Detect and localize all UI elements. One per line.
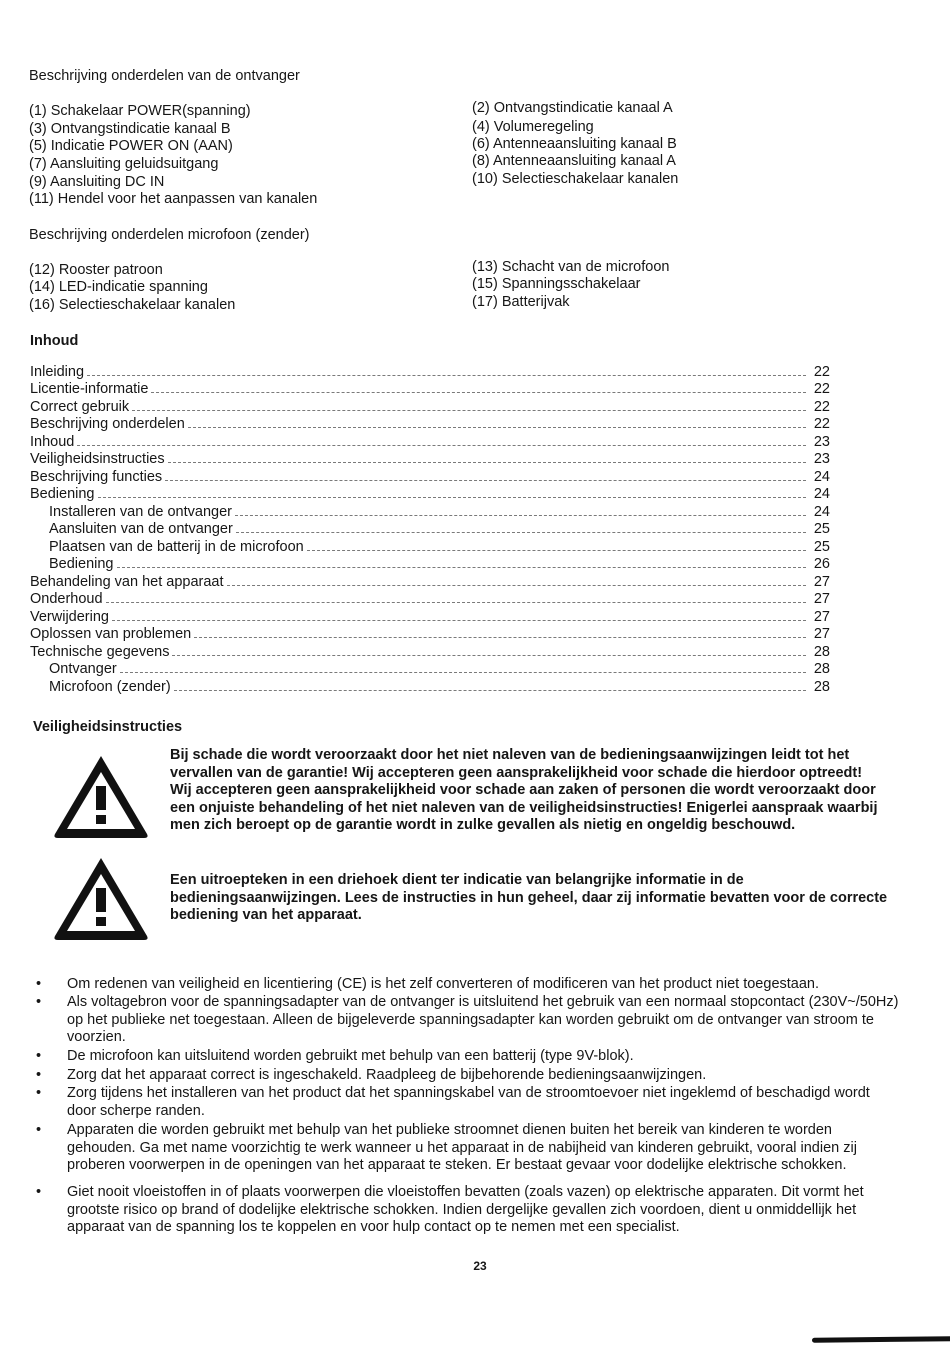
bullet-icon: • — [36, 1048, 42, 1064]
toc-entry — [30, 607, 830, 625]
toc-entry — [30, 625, 830, 643]
toc-entry-title: Verwijdering — [30, 608, 109, 625]
toc-entry-title: Onderhoud — [30, 591, 103, 607]
toc-leader — [77, 445, 806, 446]
toc-entry-page: 25 — [813, 538, 830, 555]
toc-heading: Inhoud — [30, 333, 79, 349]
part-label: (13) Schacht van de microfoon — [472, 259, 670, 275]
toc-entry-page: 26 — [813, 556, 830, 572]
toc-entry — [30, 450, 830, 468]
warning-paragraph: Bij schade die wordt veroorzaakt door het niet naleven van de bedieningsaanwijzingen leidt tot het vervallen van de garantie! Wij accepteren geen aansprakelijkheid voor schade die hierdoor optreedt! — [170, 747, 863, 781]
part-label: (6) Antenneaansluiting kanaal B — [472, 136, 677, 152]
list-item — [36, 994, 902, 1047]
toc-entry-page: 22 — [813, 363, 830, 380]
part-label: (11) Hendel voor het aanpassen van kanalen — [29, 191, 318, 207]
warning-paragraph: Wij accepteren geen aansprakelijkheid voor schade aan zaken of personen die wordt veroorzaakt door een onjuiste behandeling of het niet naleven van de veiligheidsinstructies! Enigerlei aanspraak waarbij men zich beroept op de garantie wordt in zulke gevallen als nietig en ongeldig beschouwd. — [170, 782, 878, 833]
toc-entry — [30, 380, 830, 398]
toc-leader — [188, 427, 806, 428]
toc-entry-title: Licentie-informatie — [30, 381, 149, 397]
scan-edge-mark — [812, 1336, 950, 1342]
toc-leader — [151, 392, 806, 393]
toc-entry — [30, 362, 830, 380]
toc-entry-title: Beschrijving onderdelen — [30, 416, 185, 432]
toc-entry-title: Installeren van de ontvanger — [49, 503, 232, 520]
toc-leader — [120, 672, 806, 673]
receiver-parts-row — [0, 191, 950, 209]
toc-entry — [30, 415, 830, 433]
toc-leader — [87, 375, 806, 376]
part-label: (3) Ontvangstindicatie kanaal B — [29, 121, 231, 137]
toc-entry-page: 23 — [813, 433, 830, 450]
toc-entry-title: Oplossen van problemen — [30, 626, 192, 642]
bullet-icon: • — [36, 1122, 42, 1138]
list-item — [36, 1184, 902, 1237]
part-label: (17) Batterijvak — [472, 294, 570, 310]
toc-leader — [172, 655, 806, 656]
toc-entry-title: Inhoud — [30, 433, 75, 450]
toc-leader — [194, 637, 806, 638]
toc-leader — [236, 532, 806, 533]
toc-leader — [165, 480, 806, 481]
warning-triangle-icon — [52, 854, 150, 942]
toc-entry-page: 28 — [813, 678, 830, 695]
microphone-parts-row — [0, 294, 950, 315]
list-item-text: Als voltagebron voor de spanningsadapter van de ontvanger is uitsluitend het gebruik van een normaal stopcontact (230V~/50Hz) op het publieke net toegestaan. Alleen de bijgeleverde spanningsadapter kan worden gebruikt om de ontvanger van stroom te voorzien. — [67, 994, 899, 1045]
toc-leader — [307, 550, 806, 551]
toc-entry-page: 23 — [813, 451, 830, 467]
bullet-icon: • — [36, 994, 42, 1010]
list-item-text: De microfoon kan uitsluitend worden gebruikt met behulp van een batterij (type 9V-blok). — [67, 1048, 634, 1064]
toc-entry-page: 22 — [813, 381, 830, 397]
part-label: (9) Aansluiting DC IN — [29, 174, 165, 190]
part-label: (14) LED-indicatie spanning — [29, 279, 208, 295]
toc-entry — [30, 642, 830, 660]
toc-entry — [30, 432, 830, 450]
toc-entry-page: 27 — [813, 573, 830, 590]
list-item-text: Giet nooit vloeistoffen in of plaats voorwerpen die vloeistoffen bevatten (zoals vazen) op elektrische apparaten. Dit vormt het grootste risico op brand of dodelijke elektrische schokken. Indien dergelijke gevallen zich voordoen, dient u onmiddellijk het apparaat van de spanning los te koppelen en voor hulp contact op te nemen met een specialist. — [67, 1184, 864, 1235]
list-item-text: Zorg tijdens het installeren van het product dat het spanningskabel van de stroomtoevoer niet ingeklemd of beschadigd wordt door scherpe randen. — [67, 1085, 870, 1119]
part-label: (8) Antenneaansluiting kanaal A — [472, 153, 676, 169]
toc-entry — [30, 572, 830, 590]
toc-leader — [227, 585, 807, 586]
part-label: (12) Rooster patroon — [29, 262, 163, 278]
receiver-parts-row — [0, 171, 950, 192]
warning-paragraph: Een uitroepteken in een driehoek dient ter indicatie van belangrijke informatie in de bedieningsaanwijzingen. Lees de instructies in hun geheel, daar zij informatie bevatten voor de correcte bediening van het apparaat. — [170, 872, 888, 923]
bullet-icon: • — [36, 1085, 42, 1101]
warning-text-liability — [170, 747, 900, 835]
toc-entry-page: 22 — [813, 398, 830, 415]
toc-entry-title: Bediening — [49, 556, 114, 572]
list-item — [36, 1122, 902, 1175]
toc-leader — [117, 567, 807, 568]
part-label: (2) Ontvangstindicatie kanaal A — [472, 100, 673, 116]
page-number: 23 — [473, 1259, 487, 1273]
toc-entry — [49, 555, 830, 573]
bullet-icon: • — [36, 976, 42, 992]
toc-entry — [49, 677, 830, 695]
list-item — [36, 1067, 902, 1085]
part-label: (10) Selectieschakelaar kanalen — [472, 171, 679, 187]
receiver-parts-heading: Beschrijving onderdelen van de ontvanger — [29, 68, 300, 84]
toc-entry — [49, 660, 830, 678]
part-label: (5) Indicatie POWER ON (AAN) — [29, 138, 233, 154]
toc-entry — [30, 485, 830, 503]
microphone-parts-heading: Beschrijving onderdelen microfoon (zender) — [29, 227, 310, 243]
toc-entry-page: 28 — [813, 661, 830, 677]
list-item-text: Zorg dat het apparaat correct is ingeschakeld. Raadpleeg de bijbehorende bedieningsaanwijzingen. — [67, 1067, 707, 1083]
toc-entry — [30, 467, 830, 485]
toc-entry-page: 24 — [813, 503, 830, 520]
toc-entry-page: 24 — [813, 486, 830, 502]
bullet-icon: • — [36, 1067, 42, 1083]
toc-entry-title: Technische gegevens — [30, 643, 170, 660]
toc-entry-title: Ontvanger — [49, 661, 117, 677]
toc-entry-page: 24 — [813, 468, 830, 485]
part-label: (16) Selectieschakelaar kanalen — [29, 297, 236, 313]
toc-entry-title: Bediening — [30, 486, 95, 502]
part-label: (1) Schakelaar POWER(spanning) — [29, 103, 251, 119]
bullet-icon: • — [36, 1184, 42, 1200]
toc-entry-page: 27 — [813, 591, 830, 607]
toc-leader — [112, 620, 806, 621]
toc-leader — [106, 602, 806, 603]
toc-entry-title: Correct gebruik — [30, 398, 130, 415]
toc-leader — [235, 515, 806, 516]
list-item — [36, 1085, 902, 1120]
warning-text-symbol-explanation — [170, 872, 900, 925]
list-item-text: Apparaten die worden gebruikt met behulp van het publieke stroomnet dienen buiten het bereik van kinderen te worden gehouden. Ga met name voorzichtig te werk wanneer u het apparaat in de nabijheid van kinderen gebruikt, vooral indien zij proberen voorwerpen in de openingen van het apparaat te steken. Er bestaat gevaar voor dodelijke elektrische schokken. — [67, 1122, 857, 1173]
toc-entry-page: 22 — [813, 416, 830, 432]
toc-leader — [168, 462, 806, 463]
toc-entry-title: Beschrijving functies — [30, 468, 163, 485]
toc-leader — [98, 497, 807, 498]
toc-entry-title: Behandeling van het apparaat — [30, 573, 224, 590]
toc-entry — [49, 520, 830, 538]
safety-heading: Veiligheidsinstructies — [33, 719, 183, 735]
list-item-text: Om redenen van veiligheid en licentiering (CE) is het zelf converteren of modificeren van het product niet toegestaan. — [67, 976, 820, 992]
part-label: (15) Spanningsschakelaar — [472, 276, 641, 292]
toc-entry-page: 27 — [813, 608, 830, 625]
toc-entry-page: 28 — [813, 643, 830, 660]
toc-entry — [49, 537, 830, 555]
toc-entry-title: Microfoon (zender) — [49, 678, 171, 695]
list-item — [36, 1048, 902, 1066]
toc-entry — [49, 502, 830, 520]
toc-entry-title: Inleiding — [30, 363, 85, 380]
toc-entry-page: 25 — [813, 521, 830, 537]
warning-triangle-icon — [52, 752, 150, 840]
toc-entry — [30, 590, 830, 608]
toc-leader — [132, 410, 806, 411]
toc-entry-title: Plaatsen van de batterij in de microfoon — [49, 538, 304, 555]
part-label: (4) Volumeregeling — [472, 119, 594, 135]
toc-entry-title: Aansluiten van de ontvanger — [49, 521, 233, 537]
toc-entry — [30, 397, 830, 415]
toc-leader — [174, 690, 806, 691]
part-label: (7) Aansluiting geluidsuitgang — [29, 156, 219, 172]
toc-entry-page: 27 — [813, 626, 830, 642]
list-item — [36, 976, 902, 994]
toc-entry-title: Veiligheidsinstructies — [30, 451, 165, 467]
